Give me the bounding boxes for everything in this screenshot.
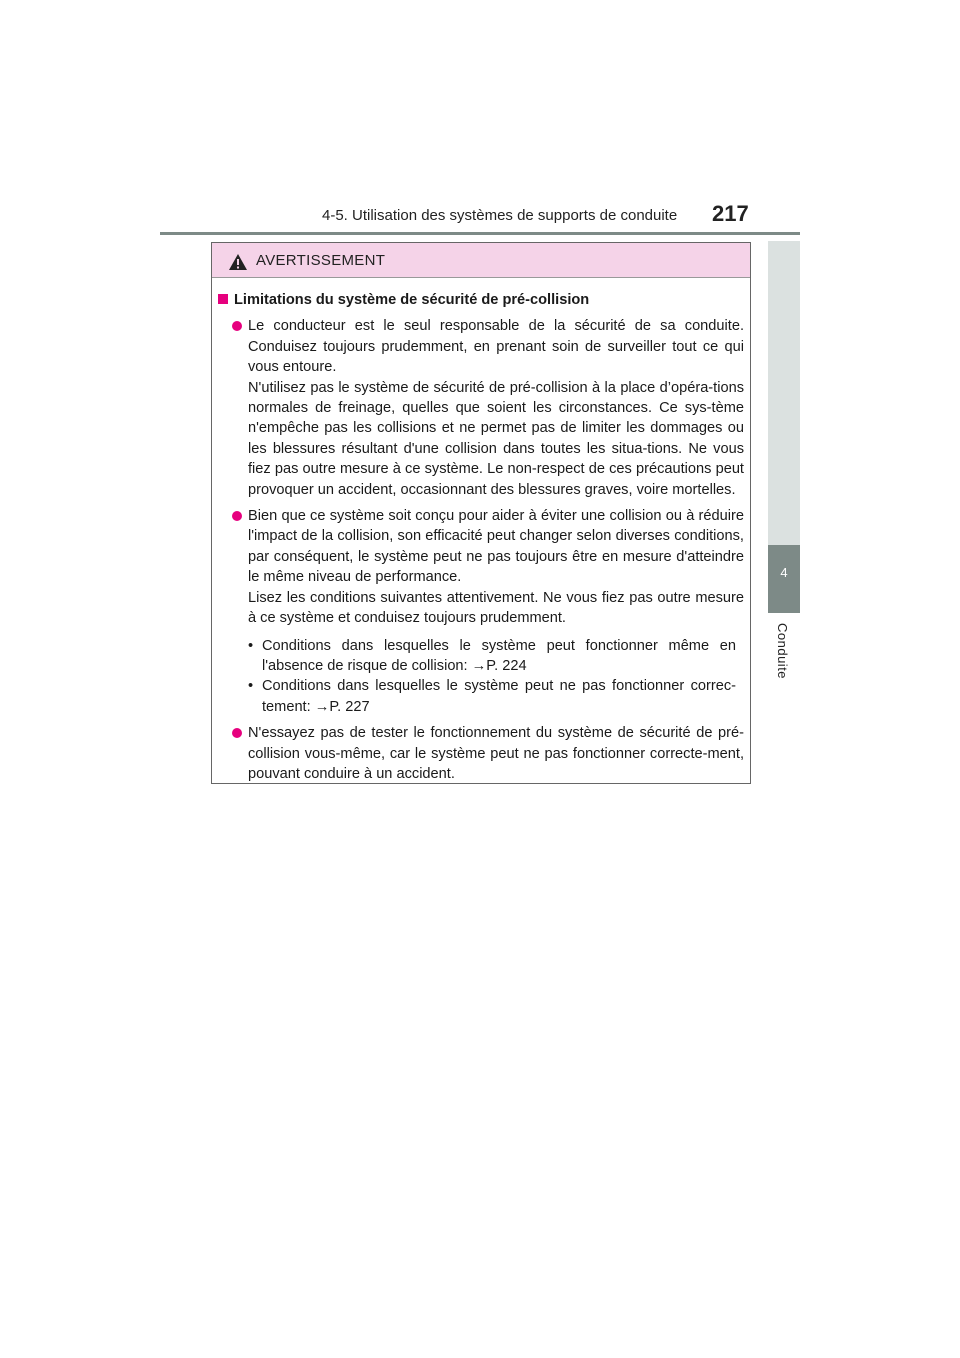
bullet-dot-icon bbox=[232, 506, 248, 516]
warning-triangle-icon bbox=[228, 253, 248, 276]
bullet-item bbox=[232, 723, 744, 784]
warning-header bbox=[212, 243, 750, 278]
cross-reference-text: Conditions dans lesquelles le système peut ne pas fonctionner correc-tement: →P. 227 bbox=[262, 678, 736, 715]
sub-list-item bbox=[248, 676, 744, 717]
sub-list-item bbox=[248, 636, 744, 677]
chapter-label: Conduite bbox=[775, 623, 790, 680]
bullet-text bbox=[248, 506, 744, 717]
bullet-item bbox=[232, 316, 744, 500]
bullet-item bbox=[232, 506, 744, 717]
chapter-side-tab bbox=[768, 241, 800, 698]
bullet-paragraph: Le conducteur est le seul responsable de la sécurité de sa conduite. Conduisez toujours prudemment, en prenant soin de surveiller tout ce qui vous entoure. bbox=[248, 318, 744, 376]
bullet-paragraph: N'utilisez pas le système de sécurité de pré-collision à la place d’opéra-tions normales de freinage, quelles que soient les circonstances. Ce sys-tème n'empêche pas les collisions et ne permet pas de limiter les dommages ou les blessures résultant d'une collision dans toutes les situa-tions. Ne vous fiez pas outre mesure à ce système. Le non-respect de ces précautions peut provoquer un accident, occasionnant des blessures graves, voire mortelles. bbox=[248, 379, 744, 498]
bullet-paragraph: Bien que ce système soit conçu pour aider à éviter une collision ou à réduire l'impact de la collision, son efficacité peut changer selon diverses conditions, par conséquent, le système peut ne pas toujours être en mesure d'atteindre le même niveau de performance. bbox=[248, 508, 744, 586]
warning-body bbox=[212, 278, 750, 784]
bullet-text bbox=[248, 316, 744, 500]
bullet-paragraph: Lisez les conditions suivantes attentivement. Ne vous fiez pas outre mesure à ce système et conduisez toujours prudemment. bbox=[248, 589, 744, 627]
warning-title: AVERTISSEMENT bbox=[256, 252, 386, 269]
bullet-dot-icon bbox=[232, 723, 248, 733]
side-tab-band bbox=[768, 241, 800, 545]
page-header bbox=[0, 0, 960, 240]
header-divider bbox=[160, 232, 800, 235]
page-number: 217 bbox=[712, 201, 749, 226]
section-heading-text: Limitations du système de sécurité de pré-collision bbox=[234, 292, 590, 308]
square-bullet-icon bbox=[218, 294, 228, 304]
warning-box bbox=[211, 242, 751, 784]
sub-bullet-icon: • bbox=[248, 678, 254, 695]
bullet-dot-icon bbox=[232, 316, 248, 326]
bullet-paragraph: N'essayez pas de tester le fonctionnement du système de sécurité de pré-collision vous-même, car le système peut ne pas fonctionner correcte-ment, pouvant conduire à un accident. bbox=[248, 725, 744, 782]
section-title: 4-5. Utilisation des systèmes de supports de conduite bbox=[322, 207, 678, 224]
sub-list bbox=[248, 636, 744, 718]
bullet-text bbox=[248, 723, 744, 784]
cross-reference-text: Conditions dans lesquelles le système peut fonctionner même en l'absence de risque de collision: →P. 224 bbox=[262, 637, 736, 674]
sub-bullet-icon: • bbox=[248, 637, 254, 654]
chapter-number-box bbox=[768, 545, 800, 613]
chapter-number: 4 bbox=[780, 565, 788, 580]
section-heading bbox=[218, 290, 744, 310]
